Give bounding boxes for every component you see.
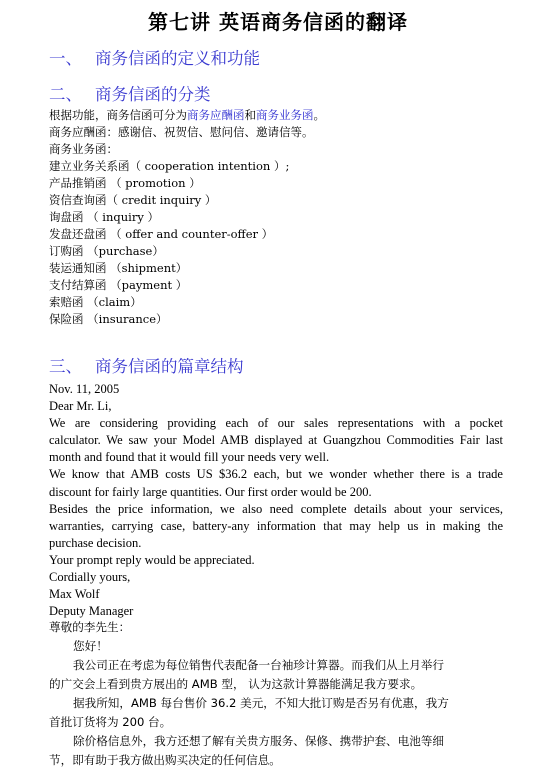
list-item: 发盘还盘函 （ offer and counter-offer ）	[49, 227, 274, 241]
letter-line-cn: 我公司正在考虑为每位销售代表配备一台袖珍计算器。而我们从上月举行	[73, 658, 445, 672]
list-item: 索赔函 （claim）	[49, 295, 142, 309]
social-letter-line: 商务应酬函：感谢信、祝贺信、慰问信、邀请信等。	[49, 125, 314, 139]
letter-salutation-cn: 尊敬的李先生：	[49, 620, 131, 634]
letter-closing: Cordially yours,	[49, 570, 131, 585]
section-label: 商务信函的篇章结构	[95, 357, 244, 376]
letter-line-cn: 首批订货将为 200 台。	[49, 715, 172, 729]
page-title: 第七讲 英语商务信函的翻译	[148, 10, 408, 34]
letter-salutation: Dear Mr. Li,	[49, 399, 112, 414]
letter-greeting-cn: 您好！	[73, 639, 108, 653]
section-heading-1	[49, 45, 260, 69]
letter-line: Besides the price information, we also need complete details about your services,	[49, 501, 503, 516]
letter-line-cn: 据我所知，AMB 每台售价 36.2 美元，不知大批订购是否另有优惠，我方	[73, 696, 449, 710]
letter-date: Nov. 11, 2005	[49, 382, 120, 396]
business-letter-heading: 商务业务函：	[49, 142, 118, 156]
letter-line: We know that AMB costs US $36.2 each, but we wonder whether there is a trade	[49, 467, 503, 482]
list-item: 产品推销函 （ promotion ）	[49, 176, 201, 190]
classification-block	[49, 107, 507, 328]
list-item: 询盘函 （ inquiry ）	[49, 210, 159, 224]
section-heading-2	[49, 81, 211, 105]
chinese-letter	[49, 618, 501, 770]
section-label: 商务信函的定义和功能	[95, 49, 260, 68]
section-number: 一、	[49, 49, 82, 68]
letter-line: warranties, carrying case, battery-any information that may help us in making the	[49, 518, 503, 533]
list-item: 保险函 （insurance）	[49, 312, 168, 326]
social-letter-term: 商务应酬函	[187, 108, 245, 122]
letter-signature-title: Deputy Manager	[49, 604, 134, 619]
letter-line-cn: 的广交会上看到贵方展出的 AMB 型， 认为这款计算器能满足我方要求。	[49, 677, 423, 691]
list-item: 支付结算函 （payment ）	[49, 278, 188, 292]
section-number: 三、	[49, 357, 82, 376]
letter-line-cn: 节，即有助于我方做出购买决定的任何信息。	[49, 753, 281, 767]
section-label: 商务信函的分类	[95, 85, 211, 104]
letter-line-cn: 除价格信息外，我方还想了解有关贵方服务、保修、携带护套、电池等细	[73, 734, 445, 748]
business-letter-term: 商务业务函	[256, 108, 314, 122]
list-item: 建立业务关系函（ cooperation intention ）;	[49, 159, 290, 173]
letter-line: We are considering providing each of our sales representations with a pocket	[49, 416, 503, 431]
list-item: 订购函 （purchase）	[49, 244, 164, 258]
letter-signature-name: Max Wolf	[49, 587, 100, 602]
letter-line: month and found that it would fill your needs very well.	[49, 450, 330, 465]
letter-line: purchase decision.	[49, 535, 142, 550]
english-letter	[49, 381, 503, 620]
classification-intro: 根据功能，商务信函可分为商务应酬函和商务业务函。	[49, 108, 325, 122]
section-number: 二、	[49, 85, 82, 104]
list-item: 装运通知函 （shipment）	[49, 261, 188, 275]
letter-line: calculator. We saw your Model AMB displayed at Guangzhou Commodities Fair last	[49, 433, 503, 448]
letter-line: Your prompt reply would be appreciated.	[49, 552, 255, 567]
letter-line: discount for fairly large quantities. Our first order would be 200.	[49, 484, 372, 499]
list-item: 资信查询函（ credit inquiry ）	[49, 193, 217, 207]
section-heading-3	[49, 353, 244, 377]
